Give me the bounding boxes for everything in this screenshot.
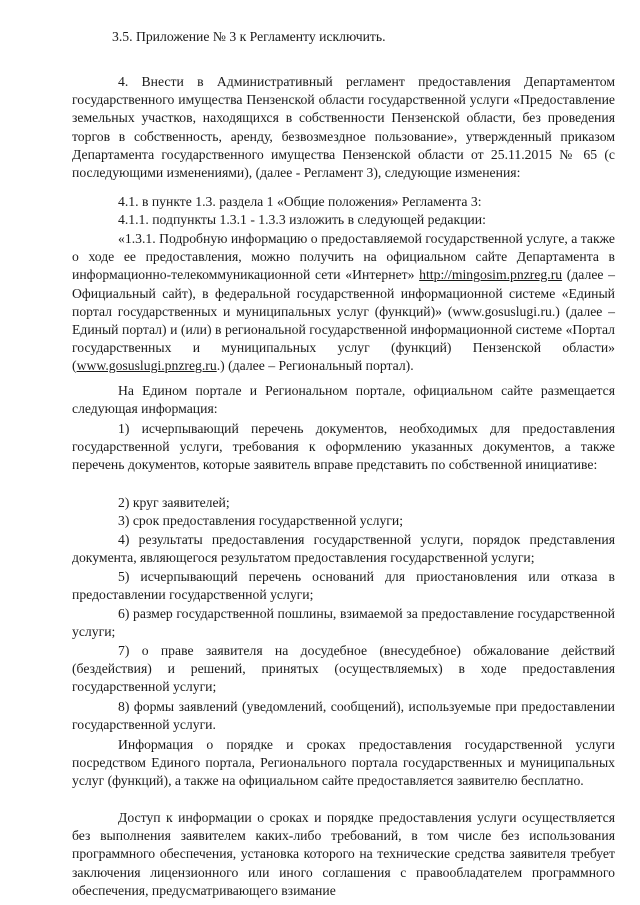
- list-item-7: 7) о праве заявителя на досудебное (внесудебное) обжалование действий (бездействия) и решений, принятых (осуществляемых) в ходе предоставления государственной услуги;: [72, 643, 615, 695]
- list-item-4: 4) результаты предоставления государственной услуги, порядок представления документа, являющегося результатом предоставления государственной услуги;: [72, 532, 615, 566]
- paragraph-4-1-1: 4.1.1. подпункты 1.3.1 - 1.3.3 изложить в следующей редакции:: [118, 212, 486, 227]
- paragraph-4-1: 4.1. в пункте 1.3. раздела 1 «Общие положения» Регламента 3:: [118, 194, 482, 209]
- official-site-link[interactable]: http://mingosim.pnzreg.ru: [419, 267, 563, 283]
- list-item-8: 8) формы заявлений (уведомлений, сообщений), используемые при предоставлении государственной услуги.: [72, 699, 615, 733]
- list-item-1: 1) исчерпывающий перечень документов, необходимых для предоставления государственной услуги, требования к оформлению указанных документов, а также перечень документов, которые заявитель вправе представить по собственной инициативе:: [72, 421, 615, 473]
- list-item-6: 6) размер государственной пошлины, взимаемой за предоставление государственной услуги;: [72, 606, 615, 640]
- paragraph-4: 4. Внести в Административный регламент предоставления Департаментом государственного имущества Пензенской области государственной услуги «Предоставление земельных участков, находящихся в собственности Пензенской области, без проведения торгов в собственность, аренду, безвозмездное пользование», утвержденный приказом Департамента государственного имущества Пензенской области от 25.11.2015 № 65 (с последующими изменениями), (далее - Регламент 3), следующие изменения:: [72, 74, 615, 181]
- paragraph-access: Доступ к информации о сроках и порядке предоставления услуги осуществляется без выполнения заявителем каких-либо требований, в том числе без использования программного обеспечения, установка которого на технические средства заявителя требует заключения лицензионного или иного соглашения с правообладателем программного обеспечения, предусматривающего взимание: [72, 810, 615, 898]
- list-item-3: 3) срок предоставления государственной услуги;: [118, 513, 404, 528]
- list-item-2: 2) круг заявителей;: [118, 495, 230, 510]
- paragraph-1-3-1-text-c: .) (далее – Региональный портал).: [216, 358, 414, 374]
- paragraph-1-3-1-text-b: (далее – Официальный сайт), в федеральной государственной информационной системе «Единый портал государственных и муниципальных услуг (функций)» (www.gosuslugi.ru.) (далее – Единый портал) и (или) в региональной государственной информационной системе «Портал государственных и муниципальных услуг (функций) Пензенской области» (: [72, 267, 615, 374]
- paragraph-portals-info: На Едином портале и Региональном портале, официальном сайте размещается следующая информация:: [72, 383, 615, 417]
- paragraph-1-3-1: [72, 230, 615, 376]
- paragraph-3-5: 3.5. Приложение № 3 к Регламенту исключить.: [112, 29, 386, 44]
- paragraph-1-3-1-text-a: «1.3.1. Подробную информацию о предоставляемой государственной услуге, а также о ходе ее предоставления, можно получить на официальном сайте Департамента в информационно-телекоммуникационной сети «Интернет»: [72, 231, 615, 283]
- list-item-5: 5) исчерпывающий перечень оснований для приостановления или отказа в предоставлении государственной услуги;: [72, 569, 615, 603]
- paragraph-info-free: Информация о порядке и сроках предоставления государственной услуги посредством Единого портала, Регионального портала государственных и муниципальных услуг (функций), а также на официальном сайте предоставляется заявителю бесплатно.: [72, 737, 615, 789]
- regional-portal-link[interactable]: www.gosuslugi.pnzreg.ru: [76, 358, 217, 374]
